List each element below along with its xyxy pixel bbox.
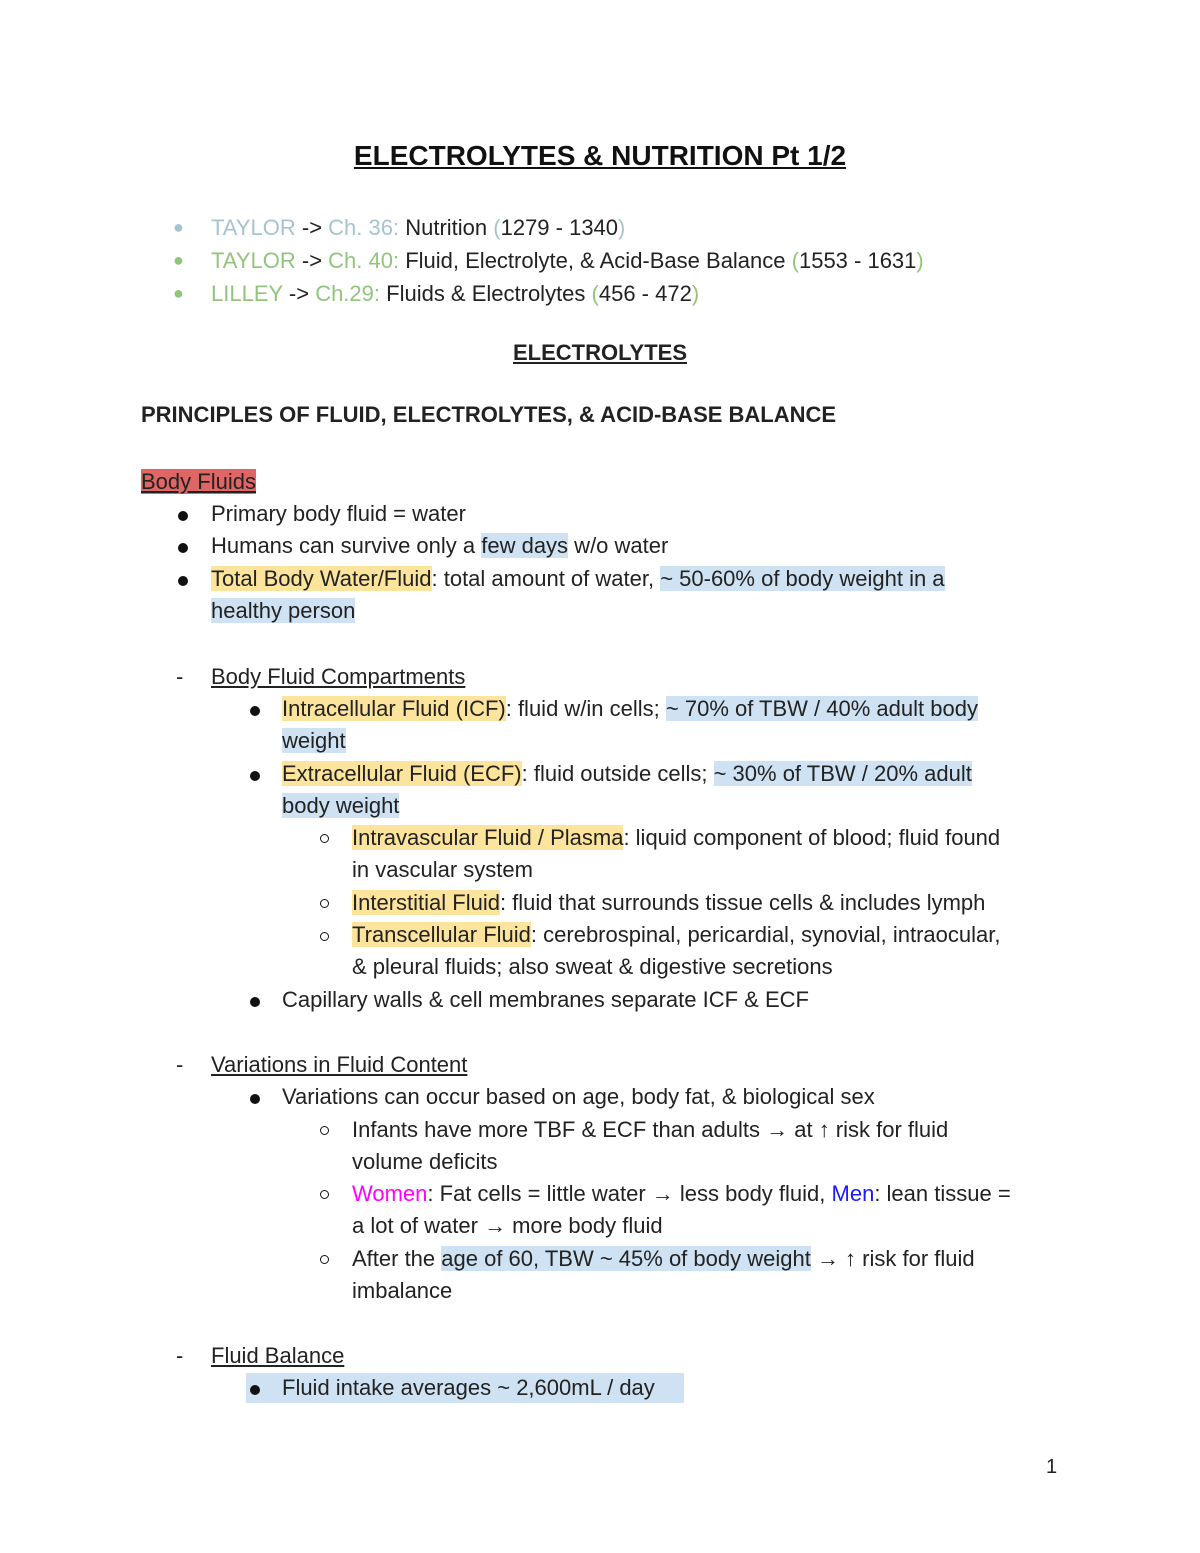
bullet-icon xyxy=(178,511,188,521)
list-item-continued: & pleural fluids; also sweat & digestive secretions xyxy=(352,954,833,979)
page-title: ELECTROLYTES & NUTRITION Pt 1/2 xyxy=(353,140,847,171)
list-item: Infants have more TBF & ECF than adults → at ↑ risk for fluid xyxy=(352,1117,949,1142)
body-fluids-heading: Body Fluids xyxy=(141,469,256,494)
bullet-icon xyxy=(178,543,188,553)
list-item: Total Body Water/Fluid: total amount of water, ~ 50-60% of body weight in a xyxy=(211,566,945,591)
bullet-icon xyxy=(178,576,188,586)
section-subtitle: ELECTROLYTES xyxy=(513,340,687,365)
dash-marker: - xyxy=(176,664,184,689)
bullet-icon xyxy=(250,706,260,716)
source-pages: 1279 - 1340 xyxy=(500,215,619,240)
source-author: LILLEY xyxy=(211,281,283,306)
list-item: Primary body fluid = water xyxy=(211,501,466,526)
source-author: TAYLOR xyxy=(211,215,296,240)
source-item: ● TAYLOR -> Ch. 40: Fluid, Electrolyte, & Acid-Base Balance (1553 - 1631) xyxy=(0,244,1200,277)
list-item-continued: imbalance xyxy=(352,1278,453,1303)
source-topic: Fluids & Electrolytes xyxy=(380,281,592,306)
bullet-icon: ● xyxy=(173,250,184,270)
list-item-continued: volume deficits xyxy=(352,1149,498,1174)
ring-bullet-icon xyxy=(320,932,329,941)
list-item-continued: in vascular system xyxy=(352,857,533,882)
list-item-continued: healthy person xyxy=(211,598,356,623)
bullet-icon xyxy=(250,1385,260,1395)
source-item: ● TAYLOR -> Ch. 36: Nutrition (1279 - 1340) xyxy=(0,211,1200,244)
ring-bullet-icon xyxy=(320,899,329,908)
source-list xyxy=(0,211,1200,310)
list-item: Fluid intake averages ~ 2,600mL / day xyxy=(282,1375,655,1400)
dash-marker: - xyxy=(176,1343,184,1368)
source-pages: 456 - 472 xyxy=(598,281,692,306)
source-topic: Fluid, Electrolyte, & Acid-Base Balance xyxy=(399,248,792,273)
source-chapter: Ch.29: xyxy=(315,281,381,306)
section-heading: PRINCIPLES OF FLUID, ELECTROLYTES, & ACID-BASE BALANCE xyxy=(141,402,837,427)
list-item: Women: Fat cells = little water → less body fluid, Men: lean tissue = xyxy=(352,1181,1011,1206)
page-number: 1 xyxy=(1046,1456,1058,1478)
bullet-icon xyxy=(250,1094,260,1104)
dash-marker: - xyxy=(176,1052,184,1077)
list-item-continued: body weight xyxy=(282,793,400,818)
fluid-balance-heading: Fluid Balance xyxy=(211,1343,345,1368)
source-chapter: Ch. 40: xyxy=(328,248,400,273)
source-topic: Nutrition xyxy=(399,215,494,240)
list-item: Capillary walls & cell membranes separate ICF & ECF xyxy=(282,987,809,1012)
list-item: Variations can occur based on age, body fat, & biological sex xyxy=(282,1084,875,1109)
ring-bullet-icon xyxy=(320,1190,329,1199)
ring-bullet-icon xyxy=(320,834,329,843)
bullet-icon: ● xyxy=(173,283,184,303)
list-item-continued: weight xyxy=(282,728,346,753)
bullet-icon: ● xyxy=(173,217,184,237)
list-item: After the age of 60, TBW ~ 45% of body weight → ↑ risk for fluid xyxy=(352,1246,975,1271)
source-item: ● LILLEY -> Ch.29: Fluids & Electrolytes (456 - 472) xyxy=(0,277,1200,310)
ring-bullet-icon xyxy=(320,1126,329,1135)
bullet-icon xyxy=(250,997,260,1007)
compartments-heading: Body Fluid Compartments xyxy=(211,664,466,689)
list-item: Humans can survive only a few days w/o water xyxy=(211,533,669,558)
list-item: Intracellular Fluid (ICF): fluid w/in cells; ~ 70% of TBW / 40% adult body xyxy=(282,696,978,721)
ring-bullet-icon xyxy=(320,1255,329,1264)
source-pages: 1553 - 1631 xyxy=(798,248,917,273)
list-item: Extracellular Fluid (ECF): fluid outside cells; ~ 30% of TBW / 20% adult xyxy=(282,761,972,786)
list-item: Interstitial Fluid: fluid that surrounds tissue cells & includes lymph xyxy=(352,890,986,915)
source-chapter: Ch. 36: xyxy=(328,215,400,240)
source-author: TAYLOR xyxy=(211,248,296,273)
bullet-icon xyxy=(250,771,260,781)
list-item-continued: a lot of water → more body fluid xyxy=(352,1213,663,1238)
list-item: Intravascular Fluid / Plasma: liquid component of blood; fluid found xyxy=(352,825,1001,850)
variations-heading: Variations in Fluid Content xyxy=(211,1052,468,1077)
list-item: Transcellular Fluid: cerebrospinal, pericardial, synovial, intraocular, xyxy=(352,922,1001,947)
